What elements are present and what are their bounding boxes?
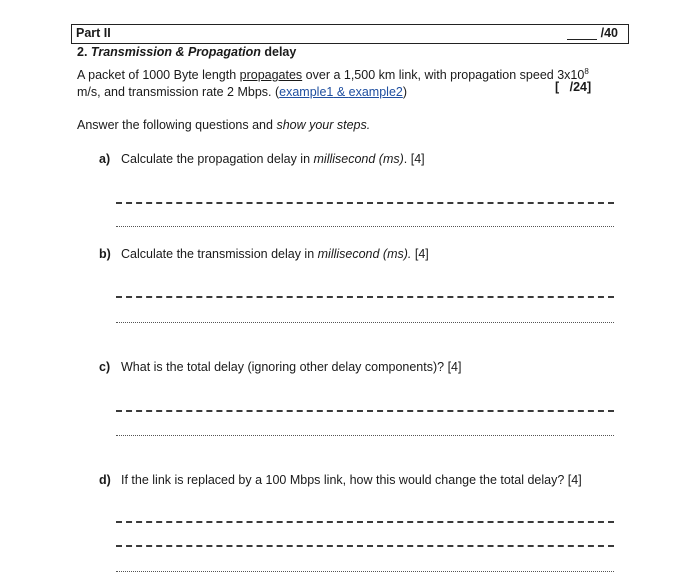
question-heading	[77, 45, 296, 59]
part-score-value: /40	[600, 26, 618, 40]
part-a-text: Calculate the propagation delay in	[121, 152, 314, 166]
answer-line-b1[interactable]	[116, 296, 614, 298]
instruction-italic: show your steps.	[276, 118, 371, 132]
answer-line-d2[interactable]	[116, 545, 614, 547]
link-separator: &	[333, 85, 349, 100]
part-c-text: What is the total delay (ignoring other delay components)? [4]	[121, 360, 462, 374]
intro-text-2: over a 1,500 km link, with propagation speed 3x10	[302, 68, 585, 83]
answer-line-c1[interactable]	[116, 410, 614, 412]
part-d	[99, 473, 582, 487]
part-a	[99, 152, 425, 166]
intro-close: )	[402, 85, 408, 100]
part-title: Part II	[76, 26, 111, 40]
score-open: [	[555, 80, 560, 94]
part-a-unit: millisecond (ms)	[313, 152, 404, 166]
example1-link[interactable]: example1	[279, 85, 334, 100]
part-b-label: b)	[99, 247, 111, 261]
score-blank[interactable]	[567, 27, 597, 40]
question-title: Transmission & Propagation	[90, 45, 261, 59]
part-b-unit: millisecond (ms).	[317, 247, 412, 261]
intro-text-3: m/s, and transmission rate 2 Mbps. (	[77, 85, 280, 100]
part-score	[567, 26, 618, 40]
answer-line-a1[interactable]	[116, 202, 614, 204]
part-b-text: Calculate the transmission delay in	[121, 247, 318, 261]
intro-exponent: 8	[584, 67, 589, 76]
part-d-label: d)	[99, 473, 111, 487]
intro-text: A packet of 1000 Byte length	[77, 68, 240, 83]
question-score	[555, 80, 591, 94]
answer-line-d1[interactable]	[116, 521, 614, 523]
score-value: /24]	[569, 80, 592, 94]
question-intro	[77, 63, 617, 101]
question-number: 2.	[77, 45, 88, 59]
instruction-text: Answer the following questions and	[77, 118, 277, 132]
part-c-label: c)	[99, 360, 111, 374]
part-b	[99, 247, 429, 261]
example2-link[interactable]: example2	[348, 85, 403, 100]
answer-line-a2[interactable]	[116, 226, 614, 227]
part-b-points: [4]	[411, 247, 429, 261]
part-a-label: a)	[99, 152, 111, 166]
part-a-points: . [4]	[403, 152, 425, 166]
part-d-text: If the link is replaced by a 100 Mbps link, how this would change the total delay? [4]	[121, 473, 582, 487]
question-title-suffix: delay	[264, 45, 297, 59]
instructions	[77, 118, 370, 132]
part-header-box	[71, 24, 629, 44]
answer-line-c2[interactable]	[116, 435, 614, 436]
part-c	[99, 360, 461, 374]
intro-underlined: propagates	[239, 68, 303, 83]
answer-line-b2[interactable]	[116, 322, 614, 323]
answer-line-d3[interactable]	[116, 571, 614, 572]
